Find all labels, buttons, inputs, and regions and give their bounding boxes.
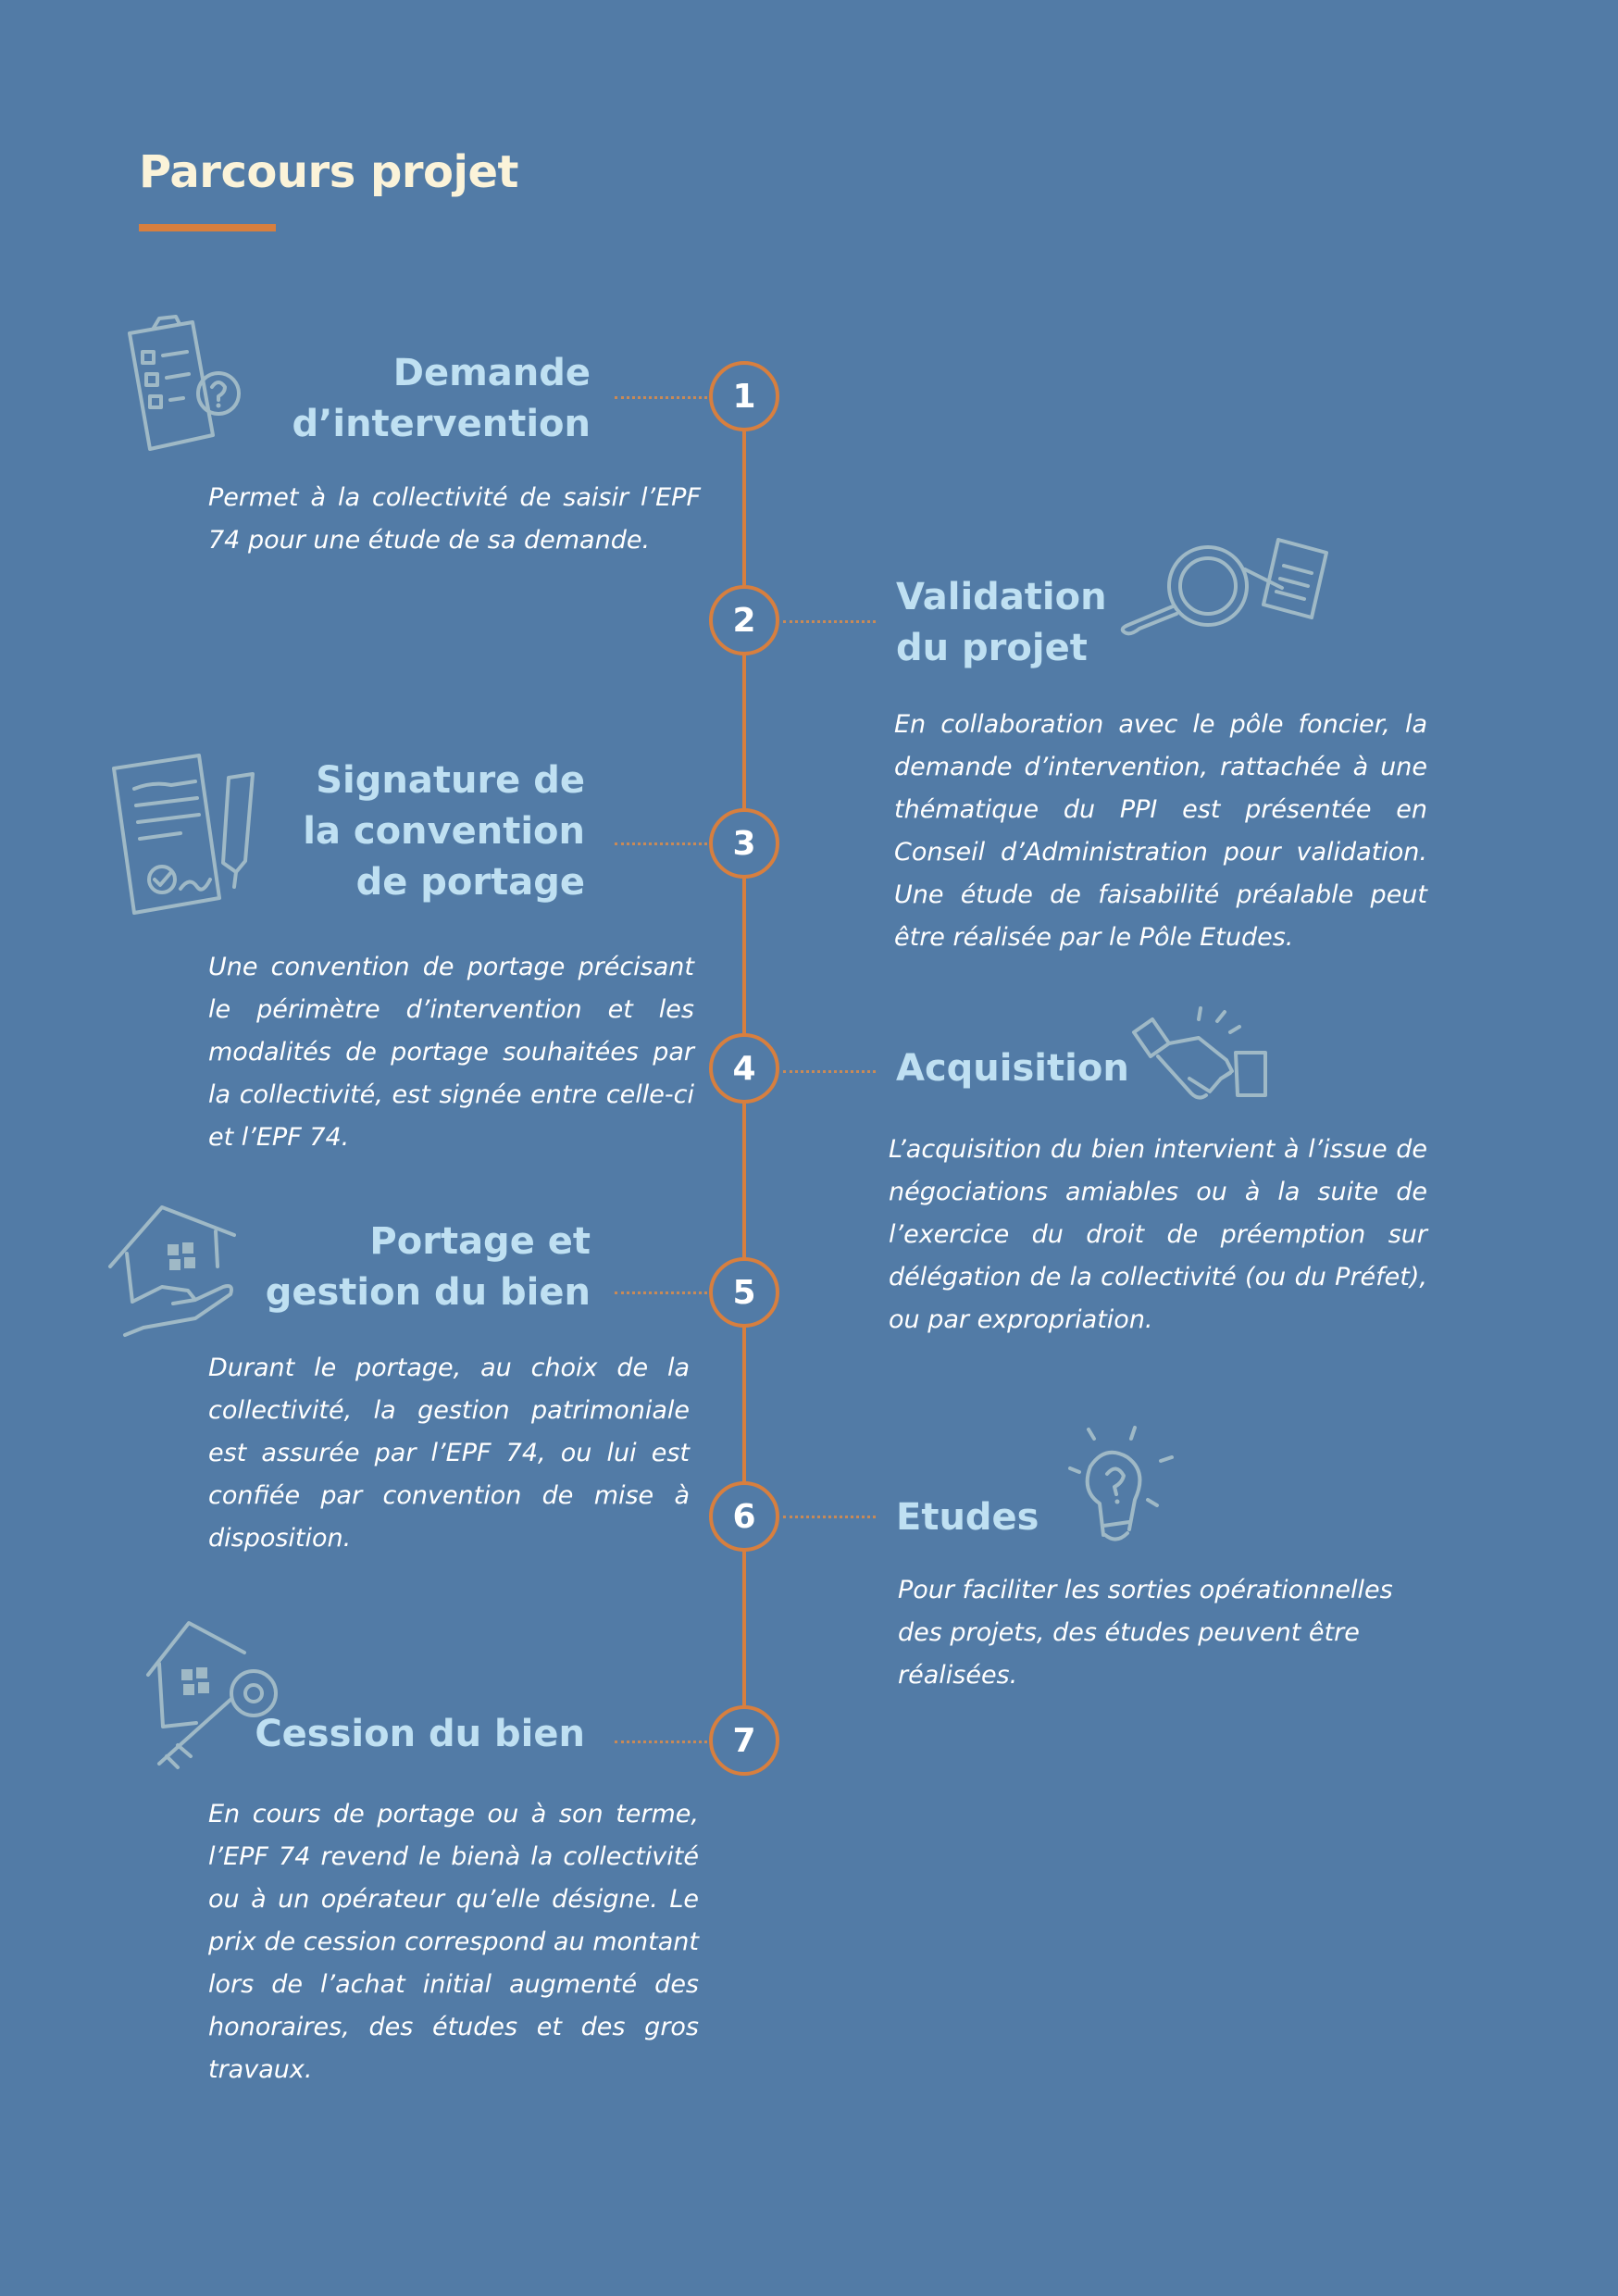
step-5-connector [615, 1292, 707, 1294]
step-7-description: En cours de portage ou à son terme, l’EPF 74 revend le bienà la collectivité ou à un opérateur qu’elle désigne. Le prix de cession correspond au montant lors de l’achat initial augmenté des honoraires, des études et des gros travaux. [208, 1800, 699, 2084]
handshake-icon [1125, 1004, 1277, 1116]
step-3-description: Une convention de portage précisant le périmètre d’intervention et les modalités de portage souhaitées par la collectivité, est signée entre celle-ci et l’EPF 74. [208, 953, 694, 1152]
step-4-circle: 4 [709, 1033, 779, 1104]
step-1-circle: 1 [709, 361, 779, 431]
step-7-connector [615, 1741, 707, 1743]
step-3-connector [615, 842, 707, 845]
step-5-circle: 5 [709, 1257, 779, 1328]
page-title: Parcours projet [139, 146, 518, 198]
step-5-title: Portage et gestion du bien [265, 1220, 591, 1314]
step-4-description: L’acquisition du bien intervient à l’issue de négociations amiables ou à la suite de l’exercice du droit de préemption sur délégation de la collectivité (ou du Préfet), ou par expropriation. [889, 1135, 1427, 1334]
step-2-title: Validation du projet [896, 576, 1107, 669]
step-6-circle: 6 [709, 1481, 779, 1552]
magnifier-document-icon [1115, 532, 1338, 643]
step-7-circle: 7 [709, 1705, 779, 1776]
step-2-description: En collaboration avec le pôle foncier, la demande d’intervention, rattachée à une thématique du PPI est présentée en Conseil d’Administration pour validation. Une étude de faisabilité préalable peut être réalisée par le Pôle Etudes. [894, 710, 1427, 952]
lightbulb-idea-icon [1063, 1426, 1178, 1551]
step-6-title: Etudes [896, 1496, 1039, 1539]
step-3-title: Signature de la convention de portage [303, 759, 585, 904]
step-2-circle: 2 [709, 585, 779, 655]
house-in-hand-icon [106, 1202, 255, 1341]
title-underline [139, 224, 276, 231]
contract-signature-icon [106, 750, 264, 926]
step-1-connector [615, 396, 707, 399]
step-4-title: Acquisition [896, 1047, 1129, 1090]
step-1-title: Demande d’intervention [292, 352, 591, 445]
step-3-circle: 3 [709, 808, 779, 879]
step-4-connector [783, 1070, 876, 1073]
checklist-question-icon [109, 315, 248, 472]
step-2-connector [783, 620, 876, 623]
step-7-title: Cession du bien [255, 1713, 585, 1755]
step-5-description: Durant le portage, au choix de la collectivité, la gestion patrimoniale est assurée par l’EPF 74, ou lui est confiée par convention de mise à disposition. [208, 1354, 690, 1553]
step-1-description: Permet à la collectivité de saisir l’EPF 74 pour une étude de sa demande. [208, 483, 701, 555]
step-6-description: Pour faciliter les sorties opérationnelles des projets, des études peuvent être réalisées. [898, 1576, 1393, 1690]
step-6-connector [783, 1516, 876, 1518]
